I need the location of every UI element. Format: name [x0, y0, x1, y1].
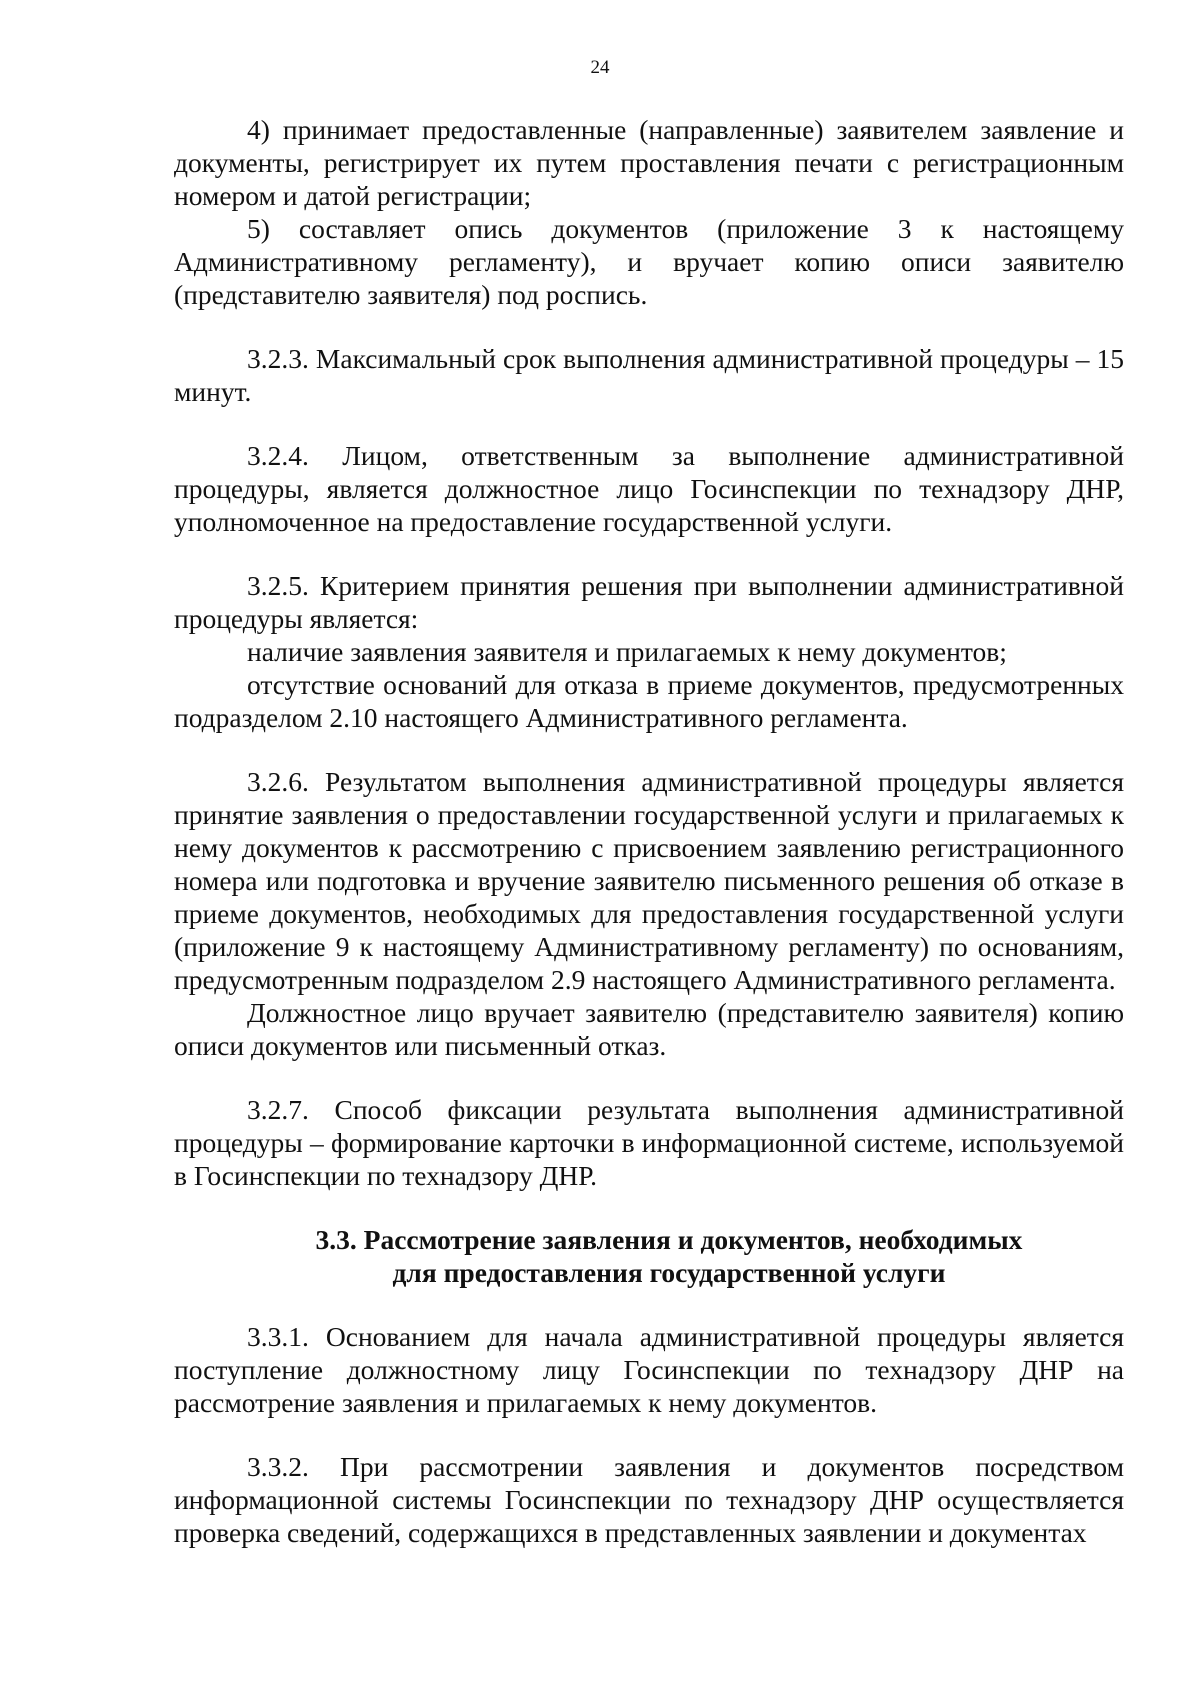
document-body	[174, 113, 1124, 1549]
paragraph-3-2-6-extra: Должностное лицо вручает заявителю (представителю заявителя) копию описи документов или письменный отказ.	[174, 997, 1124, 1061]
paragraph-3-2-5-intro: 3.2.5. Критерием принятия решения при выполнении административной процедуры является:	[174, 570, 1124, 634]
paragraph-3-2-6: 3.2.6. Результатом выполнения административной процедуры является принятие заявления о предоставлении государственной услуги и прилагаемых к нему документов к рассмотрению с присвоением заявлению регистрационного номера или подготовка и вручение заявителю письменного решения об отказе в приеме документов, необходимых для предоставления государственной услуги (приложение 9 к настоящему Административному регламенту) по основаниям, предусмотренным подразделом 2.9 настоящего Административного регламента.	[174, 766, 1124, 995]
paragraph-item-5: 5) составляет опись документов (приложение 3 к настоящему Административному регламенту), и вручает копию описи заявителю (представителю заявителя) под роспись.	[174, 213, 1124, 310]
paragraph-3-2-3: 3.2.3. Максимальный срок выполнения административной процедуры – 15 минут.	[174, 343, 1124, 407]
section-heading-line-1: 3.3. Рассмотрение заявления и документов, необходимых	[315, 1224, 1023, 1255]
paragraph-3-2-4: 3.2.4. Лицом, ответственным за выполнение административной процедуры, является должностное лицо Госинспекции по технадзору ДНР, уполномоченное на предоставление государственной услуги.	[174, 440, 1124, 537]
paragraph-3-2-7: 3.2.7. Способ фиксации результата выполнения административной процедуры – формирование карточки в информационной системе, используемой в Госинспекции по технадзору ДНР.	[174, 1094, 1124, 1191]
paragraph-3-2-5-item-1: наличие заявления заявителя и прилагаемых к нему документов;	[247, 636, 1007, 667]
page-number: 24	[590, 57, 610, 78]
paragraph-item-4: 4) принимает предоставленные (направленные) заявителем заявление и документы, регистрирует их путем проставления печати с регистрационным номером и датой регистрации;	[174, 114, 1124, 211]
section-heading-line-2: для предоставления государственной услуги	[392, 1257, 946, 1288]
paragraph-3-2-5-item-2: отсутствие оснований для отказа в приеме документов, предусмотренных подразделом 2.10 настоящего Административного регламента.	[174, 669, 1124, 733]
paragraph-3-3-2: 3.3.2. При рассмотрении заявления и документов посредством информационной системы Госинспекции по технадзору ДНР осуществляется проверка сведений, содержащихся в представленных заявлении и документах	[174, 1451, 1124, 1548]
section-heading-3-3	[174, 1223, 1124, 1289]
paragraph-3-3-1: 3.3.1. Основанием для начала административной процедуры является поступление должностному лицу Госинспекции по технадзору ДНР на рассмотрение заявления и прилагаемых к нему документов.	[174, 1321, 1124, 1418]
